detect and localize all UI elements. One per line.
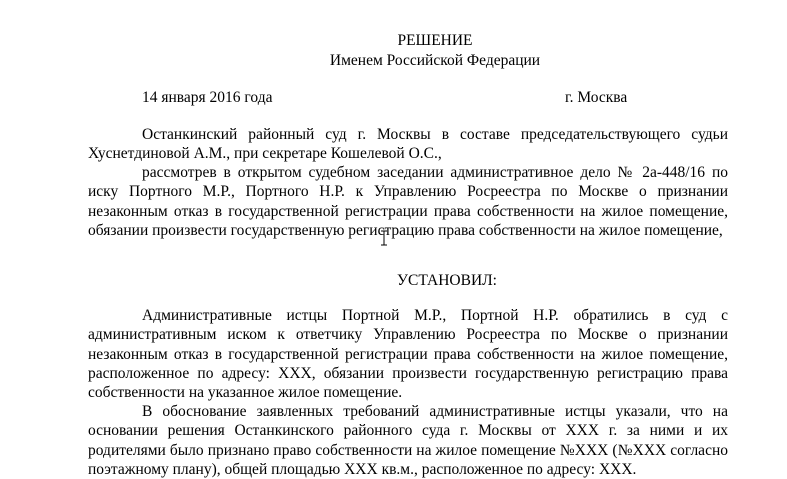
document-title: РЕШЕНИЕ — [397, 32, 473, 49]
paragraph-case-description: рассмотрев в открытом судебном заседании административное дело № 2а-448/16 по иску Портного М.Р., Портного Н.Р. к Управлению Росреестра по Москве о признании незаконным отказ в государственной регистрации права собственности на жилое помещение, обязании произвести государственную регистрацию права собственности на жилое помещение, — [88, 164, 728, 239]
paragraph-claim: Административные истцы Портной М.Р., Портной Н.Р. обратились в суд с административным иском к ответчику Управлению Росреестра по Москве о признании незаконным отказ в государственной регистрации права собственности на жилое помещение, расположенное по адресу: ХХХ, обязании произвести государственную регистрацию права собственности на указанное жилое помещение. — [88, 307, 728, 402]
document-subtitle: Именем Российской Федерации — [329, 52, 541, 69]
paragraph-grounds: В обоснование заявленных требований административные истцы указали, что на основании решения Останкинского районного суда г. Москвы от ХХХ г. за ними и их родителями было признано право собственности на жилое помещение №ХХХ (№ХХХ согласно поэтажному плану), общей площадью ХХХ кв.м., расположенное по адресу: ХХХ. — [88, 403, 728, 478]
document-city: г. Москва — [565, 89, 628, 106]
paragraph-court-composition: Останкинский районный суд г. Москвы в составе председательствующего судьи Хуснетдиновой А.М., при секретаре Кошелевой О.С., — [88, 126, 728, 163]
document-date: 14 января 2016 года — [142, 89, 273, 106]
text-cursor-icon — [380, 230, 388, 246]
section-heading: УСТАНОВИЛ: — [397, 272, 497, 289]
